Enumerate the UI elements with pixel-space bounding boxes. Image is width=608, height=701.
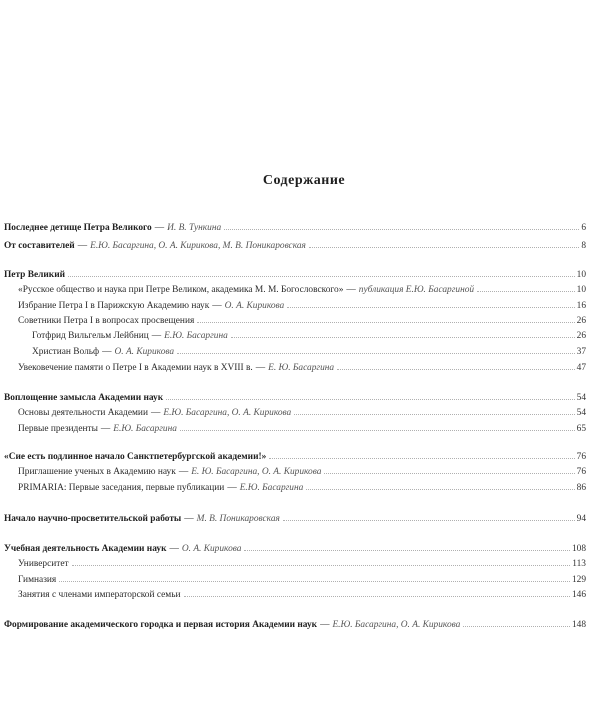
dot-leader — [197, 322, 574, 323]
toc-entry-title: Приглашение ученых в Академию наук — [18, 467, 176, 477]
toc-entry[interactable] — [18, 284, 586, 296]
dot-leader — [184, 596, 570, 597]
toc-entry-author: О. А. Кирикова — [224, 301, 285, 311]
toc-entry-title: Учебная деятельность Академии наук — [4, 544, 167, 554]
dot-leader — [269, 458, 574, 459]
toc-entry-title: Занятия с членами императорской семьи — [18, 590, 181, 600]
toc-entry-dash: — — [151, 331, 162, 341]
toc-entry[interactable] — [18, 466, 586, 478]
toc-entry-title: Формирование академического городка и первая история Академии наук — [4, 620, 318, 630]
toc-entry-author: Е.Ю. Басаргина, О. А. Кирикова — [332, 620, 461, 630]
toc-entry-page-number: 76 — [576, 452, 586, 462]
toc-entry-author: Е.Ю. Басаргина, О. А. Кирикова — [163, 408, 292, 418]
dot-leader — [224, 229, 579, 230]
toc-entry-title: Основы деятельности Академии — [18, 408, 148, 418]
dot-leader — [231, 337, 575, 338]
toc-entry-author: И. В. Тункина — [167, 223, 222, 233]
toc-entry-author: Е.Ю. Басаргина — [113, 424, 177, 434]
toc-entry-title: Избрание Петра I в Парижскую Академию наук — [18, 301, 210, 311]
dot-leader — [287, 307, 574, 308]
toc-entry-page-number: 65 — [576, 424, 586, 434]
toc-entry-title: Советники Петра I в вопросах просвещения — [18, 316, 195, 326]
toc-entry[interactable] — [18, 300, 586, 312]
toc-entry-page-number: 94 — [576, 514, 586, 524]
toc-entry-title: Увековечение памяти о Петре I в Академии наук в XVIII в. — [18, 363, 253, 373]
toc-entry-dash: — — [169, 544, 179, 554]
toc-entry-dash: — — [150, 408, 161, 418]
toc-entry-dash: — — [178, 467, 189, 477]
dot-leader — [59, 581, 570, 582]
toc-entry-dash: — — [346, 285, 356, 295]
toc-entry-title: Гимназия — [18, 575, 57, 585]
dot-leader — [306, 489, 574, 490]
toc-entry-page-number: 146 — [571, 590, 586, 600]
toc-entry-dash: — — [77, 241, 88, 251]
toc-entry-page-number: 76 — [576, 467, 586, 477]
toc-entry-author: Е.Ю. Басаргина — [239, 483, 304, 493]
dot-leader — [72, 565, 571, 566]
toc-entry-dash: — — [100, 424, 111, 434]
toc-entry-page-number: 113 — [572, 559, 586, 569]
toc-entry-dash: — — [255, 363, 266, 373]
toc-entry[interactable] — [18, 482, 586, 494]
table-of-contents — [4, 0, 586, 701]
toc-entry-dash: — — [320, 620, 330, 630]
toc-entry-dash: — — [102, 347, 112, 357]
dot-leader — [463, 626, 570, 627]
toc-entry-page-number: 47 — [576, 363, 586, 373]
dot-leader — [294, 414, 574, 415]
toc-entry[interactable] — [18, 315, 586, 327]
toc-entry[interactable] — [32, 346, 586, 358]
toc-entry-dash: — — [154, 223, 165, 233]
toc-entry-title: «Сие есть подлинное начало Санктпетербургской академии!» — [4, 452, 267, 462]
toc-entry[interactable] — [18, 589, 586, 601]
toc-entry-author: Е. Ю. Басаргина, О. А. Кирикова — [191, 467, 322, 477]
toc-entry-page-number: 86 — [576, 483, 586, 493]
toc-entry-title: От составителей — [4, 241, 75, 251]
toc-entry-author: О. А. Кирикова — [114, 347, 175, 357]
dot-leader — [324, 473, 574, 474]
toc-entry-author: публикация Е.Ю. Басаргиной — [358, 285, 475, 295]
toc-entry[interactable] — [4, 269, 586, 281]
dot-leader — [68, 276, 575, 277]
toc-entry-page-number: 10 — [576, 270, 586, 280]
toc-entry-title: Петр Великий — [4, 270, 66, 280]
toc-entry-page-number: 6 — [581, 223, 586, 233]
toc-entry-author: О. А. Кирикова — [181, 544, 242, 554]
toc-entry-title: Готфрид Вильгельм Лейбниц — [32, 331, 149, 341]
toc-entry[interactable] — [4, 392, 586, 404]
toc-entry-title: PRIMARIA: Первые заседания, первые публикации — [18, 483, 225, 493]
toc-entry-page-number: 26 — [576, 331, 586, 341]
toc-entry[interactable] — [18, 574, 586, 586]
toc-entry[interactable] — [4, 543, 586, 555]
toc-entry-page-number: 8 — [581, 241, 586, 251]
toc-entry-page-number: 129 — [571, 575, 586, 585]
dot-leader — [477, 291, 575, 292]
dot-leader — [166, 399, 574, 400]
toc-entry-author: Е.Ю. Басаргина — [164, 331, 228, 341]
toc-entry[interactable] — [18, 423, 586, 435]
toc-entry[interactable] — [4, 222, 586, 234]
toc-entry-page-number: 54 — [576, 393, 586, 403]
toc-entry[interactable] — [4, 240, 586, 252]
toc-entry-page-number: 37 — [576, 347, 586, 357]
toc-entry-page-number: 10 — [576, 285, 586, 295]
toc-entry-page-number: 26 — [576, 316, 586, 326]
toc-entry-author: Е.Ю. Басаргина, О. А. Кирикова, М. В. Поникаровская — [90, 241, 306, 251]
dot-leader — [337, 369, 575, 370]
toc-entry[interactable] — [18, 407, 586, 419]
dot-leader — [309, 247, 579, 248]
toc-entry-dash: — — [212, 301, 222, 311]
toc-heading: Содержание — [262, 173, 346, 188]
toc-entry[interactable] — [4, 451, 586, 463]
toc-entry[interactable] — [4, 513, 586, 525]
dot-leader — [180, 430, 575, 431]
toc-entry-title: Воплощение замысла Академии наук — [4, 393, 164, 403]
toc-entry-author: Е. Ю. Басаргина — [268, 363, 335, 373]
toc-entry-title: Последнее детище Петра Великого — [4, 223, 152, 233]
dot-leader — [177, 353, 575, 354]
toc-entry[interactable] — [4, 619, 586, 631]
toc-entry-page-number: 16 — [576, 301, 586, 311]
toc-entry-title: Первые президенты — [18, 424, 98, 434]
toc-entry-author: М. В. Поникаровская — [196, 514, 280, 524]
toc-entry-title: Университет — [18, 559, 69, 569]
dot-leader — [244, 550, 569, 551]
toc-entry-title: Христиан Вольф — [32, 347, 100, 357]
toc-entry-page-number: 108 — [571, 544, 586, 554]
toc-entry-title: «Русское общество и наука при Петре Великом, академика М. М. Богословского» — [18, 285, 344, 295]
dot-leader — [283, 520, 575, 521]
toc-entry[interactable] — [18, 558, 586, 570]
toc-entry-title: Начало научно-просветительской работы — [4, 514, 182, 524]
toc-entry[interactable] — [32, 330, 586, 342]
toc-entry-page-number: 54 — [576, 408, 586, 418]
toc-entry-page-number: 148 — [571, 620, 586, 630]
toc-entry-dash: — — [184, 514, 194, 524]
toc-entry[interactable] — [18, 362, 586, 374]
toc-entry-dash: — — [227, 483, 237, 493]
